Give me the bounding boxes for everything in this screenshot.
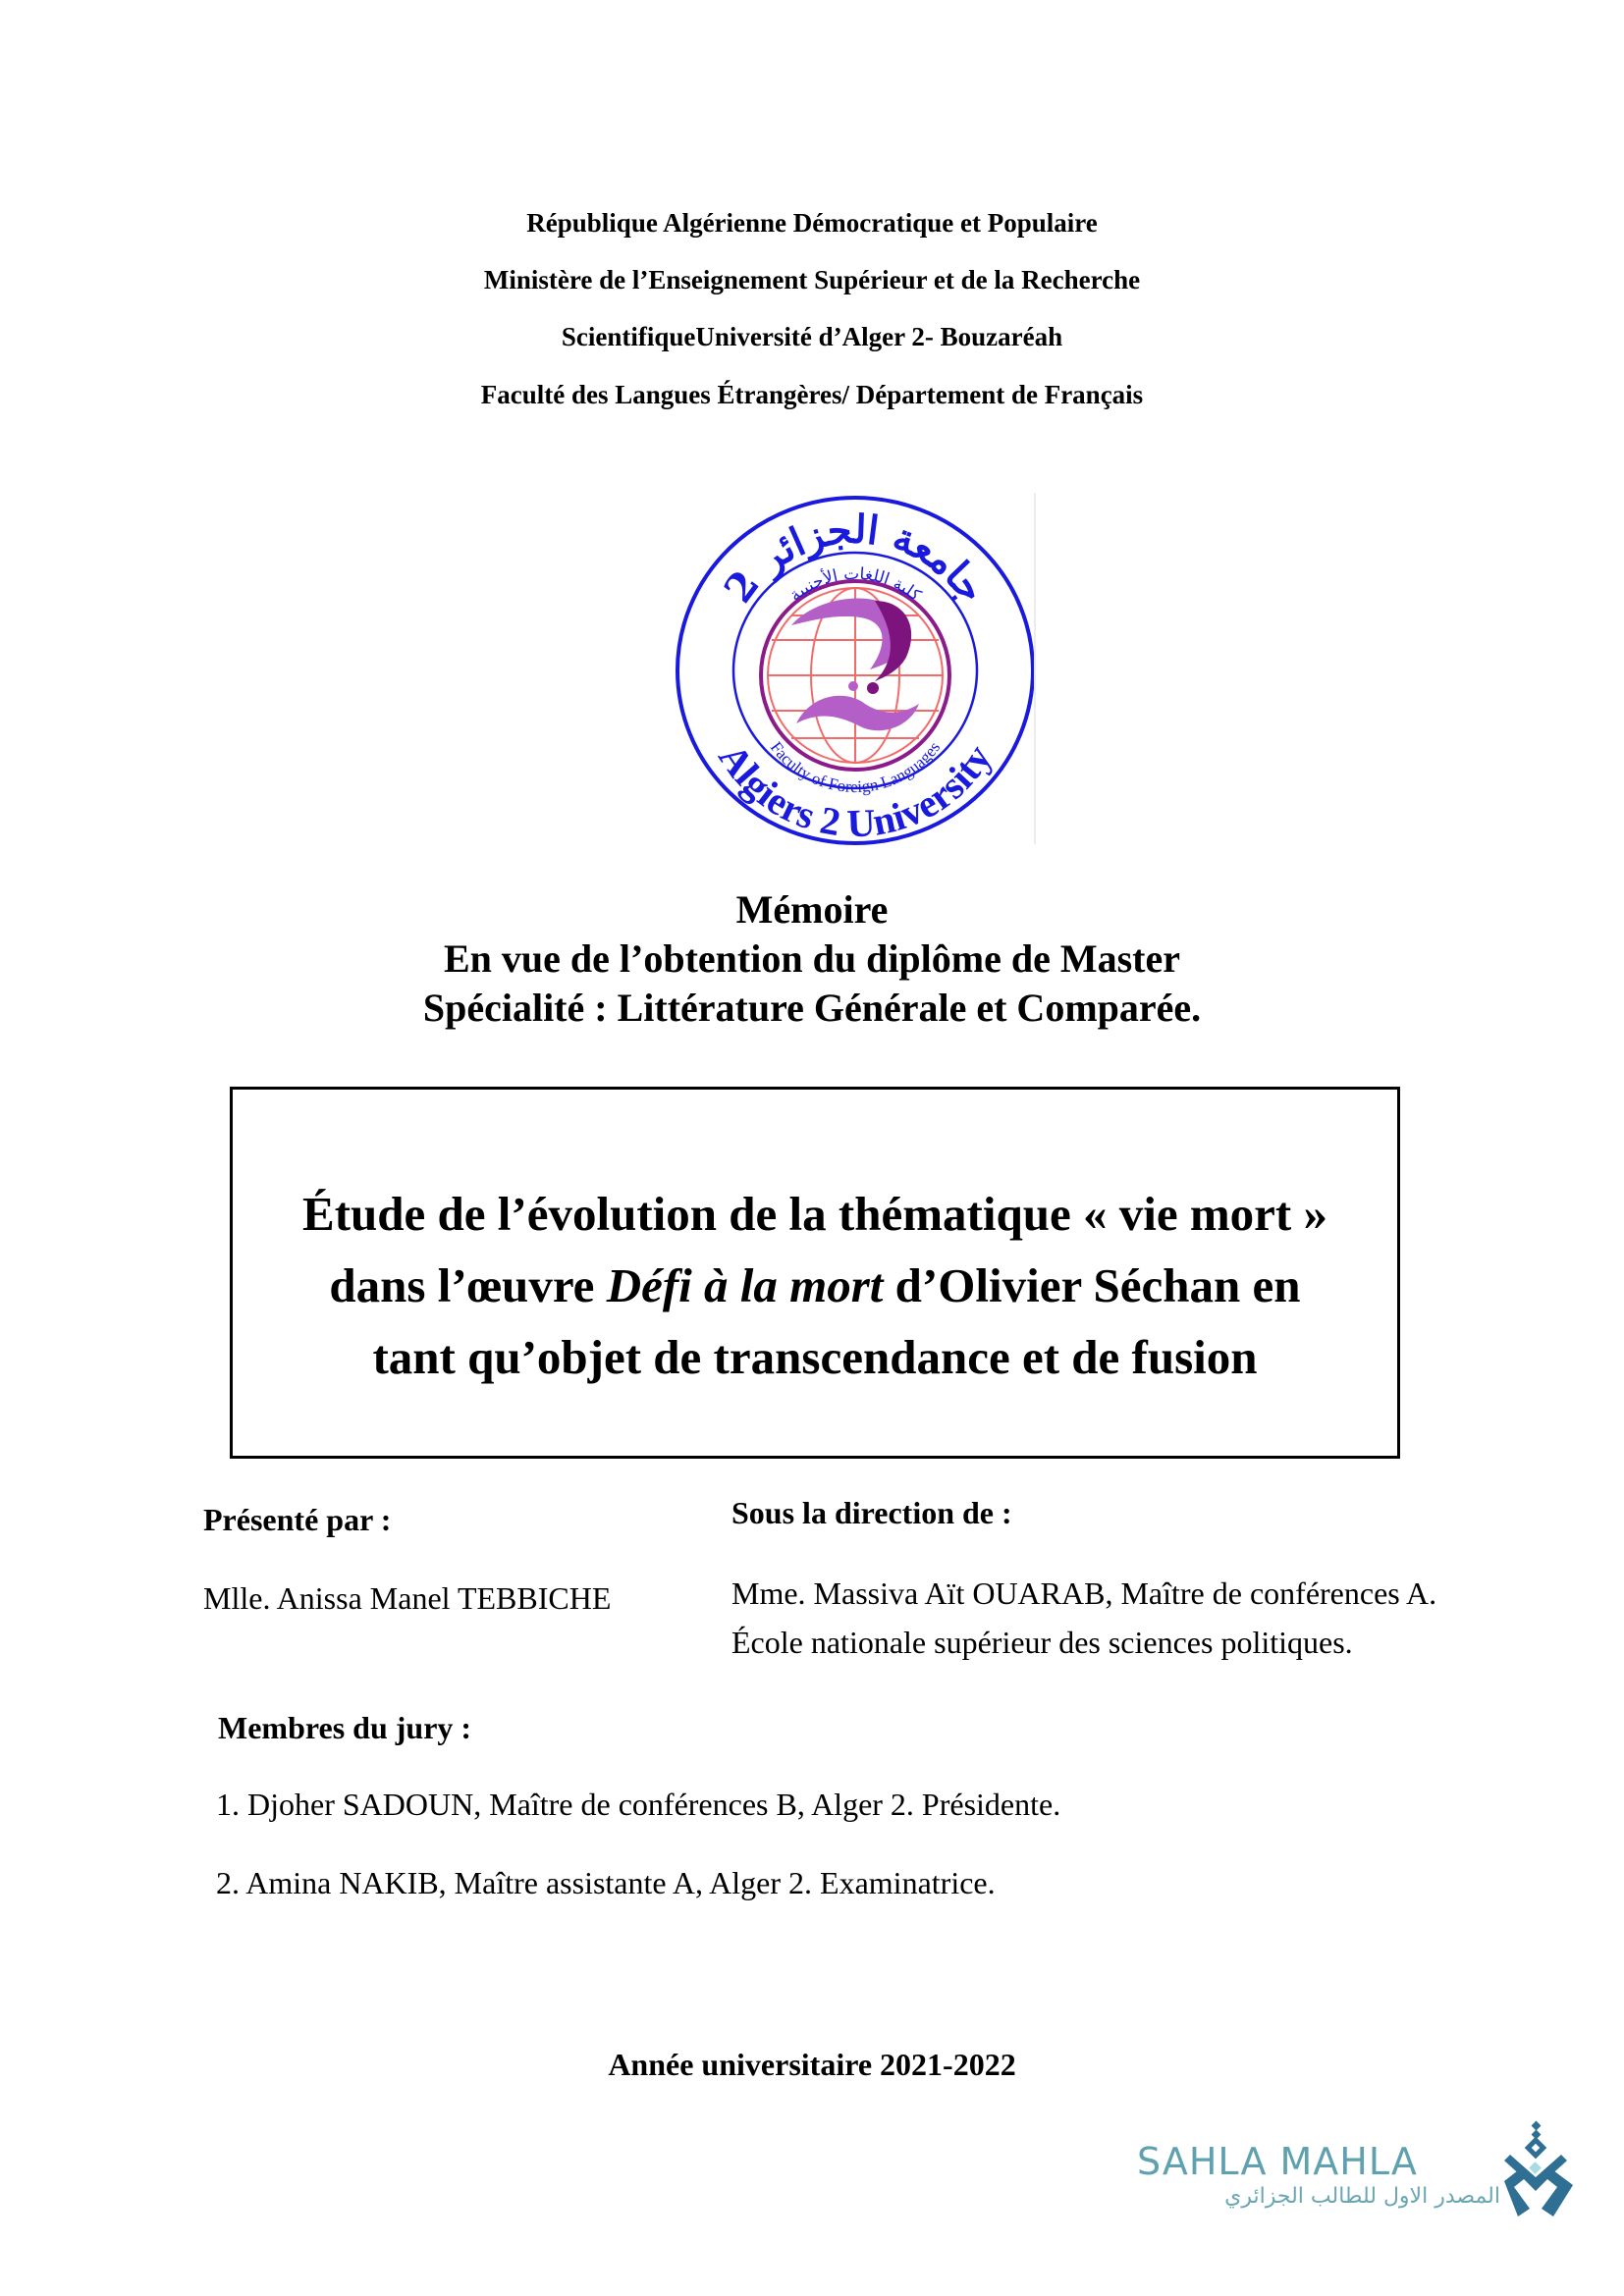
sahla-mahla-watermark [1137,2140,1510,2211]
title-line-2 [233,1250,1397,1321]
document-type: Mémoire [735,887,889,932]
header-ministry: Ministère de l’Enseignement Supérieur et de la Recherche [483,265,1141,294]
jury-label: Membres du jury : [218,1710,472,1745]
title-line-3: tant qu’objet de transcendance et de fusion [372,1330,1258,1384]
header-faculty: Faculté des Langues Étrangères/ Département de Français [480,380,1144,409]
supervisor-institution: École nationale supérieur des sciences politiques. [731,1625,1353,1660]
supervisor-name: Mme. Massiva Aït OUARAB, Maître de conférences A. [731,1575,1437,1611]
watermark-name: SAHLA MAHLA [1137,2140,1418,2183]
jury-member: 2. Amina NAKIB, Maître assistante A, Alger 2. Examinatrice. [216,1865,996,1900]
title-line-1: Étude de l’évolution de la thématique « vie mort » [302,1187,1327,1241]
title-line-2-pre: dans l’œuvre [329,1258,607,1312]
academic-year: Année universitaire 2021-2022 [608,2047,1016,2082]
thesis-title-box [230,1087,1400,1459]
logo-image-edge [1034,493,1036,844]
thesis-title [233,1178,1397,1393]
university-seal-icon [674,493,1037,848]
header-university: ScientifiqueUniversité d’Alger 2- Bouzaréah [561,322,1063,351]
header-republic: République Algérienne Démocratique et Populaire [526,208,1098,238]
watermark-tagline: المصدر الاول للطالب الجزائري [1224,2184,1500,2209]
supervisor-label: Sous la direction de : [731,1495,1012,1530]
presented-by-label: Présenté par : [203,1502,392,1537]
university-logo [674,493,1037,848]
sahla-mahla-emblem-icon [1502,2120,1577,2218]
student-name: Mlle. Anissa Manel TEBBICHE [203,1580,612,1616]
speciality: Spécialité : Littérature Générale et Comparée. [422,986,1202,1030]
svg-text:كلية اللغات الأجنبية: كلية اللغات الأجنبية [785,563,925,606]
title-line-2-post: d’Olivier Séchan en [883,1258,1301,1312]
book-title: Défi à la mort [606,1258,884,1312]
svg-text:Faculty of Foreign Languages: Faculty of Foreign Languages [766,737,945,797]
svg-text:جامعة الجزائر 2: جامعة الجزائر 2 [715,506,996,612]
svg-text:Algiers 2 University: Algiers 2 University [710,735,1001,846]
jury-member: 1. Djoher SADOUN, Maître de conférences B, Alger 2. Présidente. [216,1787,1061,1822]
degree-purpose: En vue de l’obtention du diplôme de Master [443,936,1181,981]
